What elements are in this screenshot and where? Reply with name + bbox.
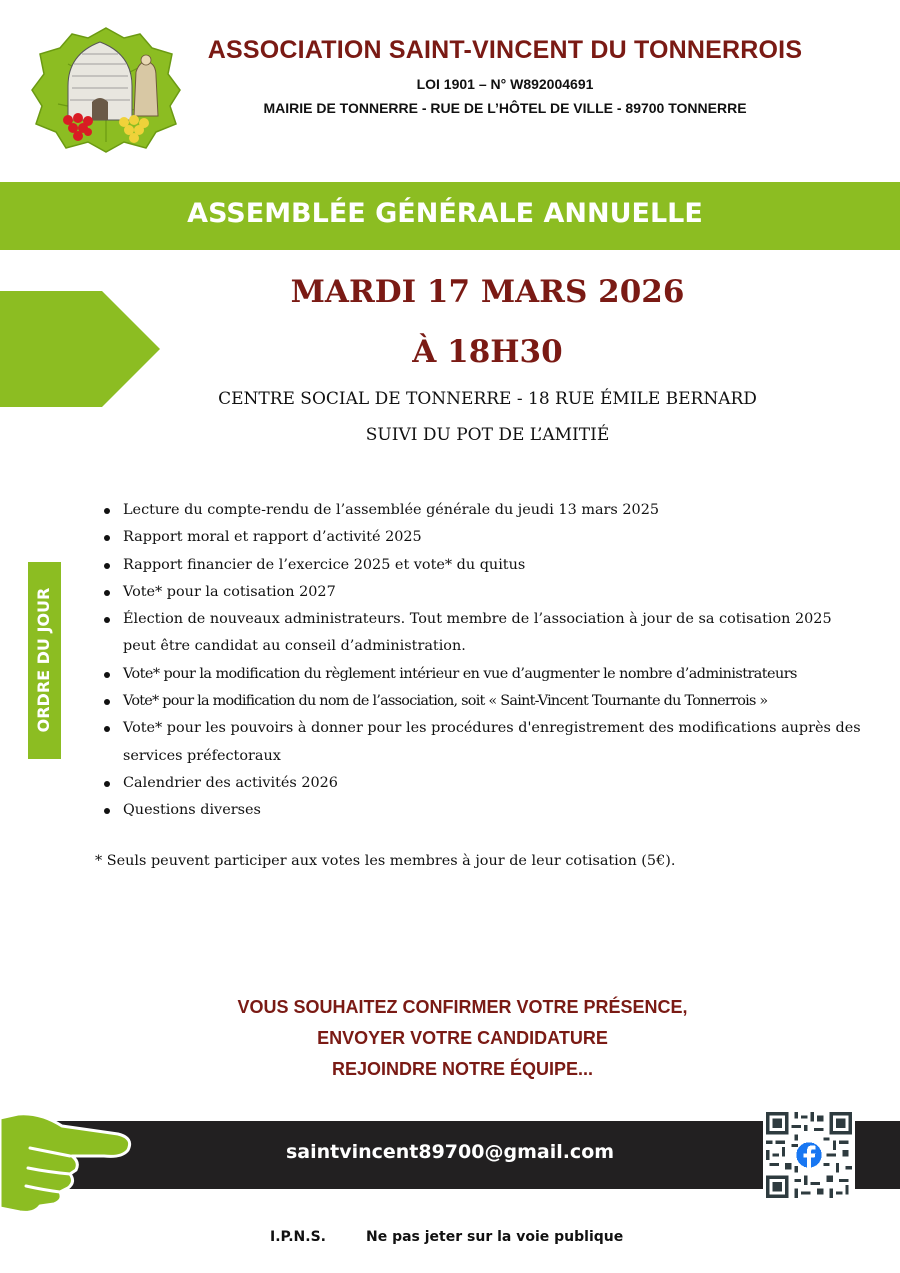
agenda-item: Vote* pour la modification du nom de l’association, soit « Saint-Vincent Tournante du Tonnerrois »	[104, 688, 864, 715]
pointing-hand-icon	[0, 1112, 140, 1216]
event-time: À 18H30	[412, 334, 563, 370]
association-address: MAIRIE DE TONNERRE - RUE DE L’HÔTEL DE VILLE - 89700 TONNERRE	[263, 100, 747, 116]
agenda-item: Questions diverses	[104, 797, 864, 824]
association-name: ASSOCIATION SAINT-VINCENT DU TONNERROIS	[207, 36, 803, 64]
event-after: SUIVI DU POT DE L’AMITIÉ	[365, 425, 610, 445]
arrow-shape	[0, 291, 160, 407]
cta-line-join: REJOINDRE NOTRE ÉQUIPE...	[331, 1059, 594, 1079]
contact-email[interactable]: saintvincent89700@gmail.com	[285, 1141, 615, 1163]
association-logo	[28, 24, 184, 154]
ipns-mention: I.P.N.S.	[270, 1229, 326, 1245]
cta-line-confirm: VOUS SOUHAITEZ CONFIRMER VOTRE PRÉSENCE,	[237, 997, 688, 1017]
vote-footnote: * Seuls peuvent participer aux votes les membres à jour de leur cotisation (5€).	[95, 853, 676, 869]
agenda-item: Vote* pour la modification du règlement intérieur en vue d’augmenter le nombre d’administrateurs	[104, 661, 864, 688]
agenda-item: Lecture du compte-rendu de l’assemblée générale du jeudi 13 mars 2025	[104, 497, 864, 524]
facebook-qr-code[interactable]	[763, 1109, 855, 1201]
agenda-side-label: ORDRE DU JOUR	[34, 587, 53, 733]
banner-title: ASSEMBLÉE GÉNÉRALE ANNUELLE	[187, 198, 703, 229]
litter-notice: Ne pas jeter sur la voie publique	[366, 1229, 624, 1245]
agenda-item: Élection de nouveaux administrateurs. Tout membre de l’association à jour de sa cotisation 2025 peut être candidat au conseil d’administration.	[104, 606, 864, 661]
agenda-item: Vote* pour la cotisation 2027	[104, 579, 864, 606]
event-date: MARDI 17 MARS 2026	[290, 274, 685, 310]
event-place: CENTRE SOCIAL DE TONNERRE - 18 RUE ÉMILE BERNARD	[218, 389, 757, 409]
agenda-item: Rapport financier de l’exercice 2025 et vote* du quitus	[104, 552, 864, 579]
agenda-item: Vote* pour les pouvoirs à donner pour les procédures d'enregistrement des modifications auprès des services préfectoraux	[104, 715, 864, 770]
agenda-item: Rapport moral et rapport d’activité 2025	[104, 524, 864, 551]
agenda-list	[104, 497, 864, 825]
agenda-item: Calendrier des activités 2026	[104, 770, 864, 797]
cta-line-candidature: ENVOYER VOTRE CANDIDATURE	[317, 1028, 608, 1048]
registration-number: LOI 1901 – N° W892004691	[416, 76, 594, 92]
